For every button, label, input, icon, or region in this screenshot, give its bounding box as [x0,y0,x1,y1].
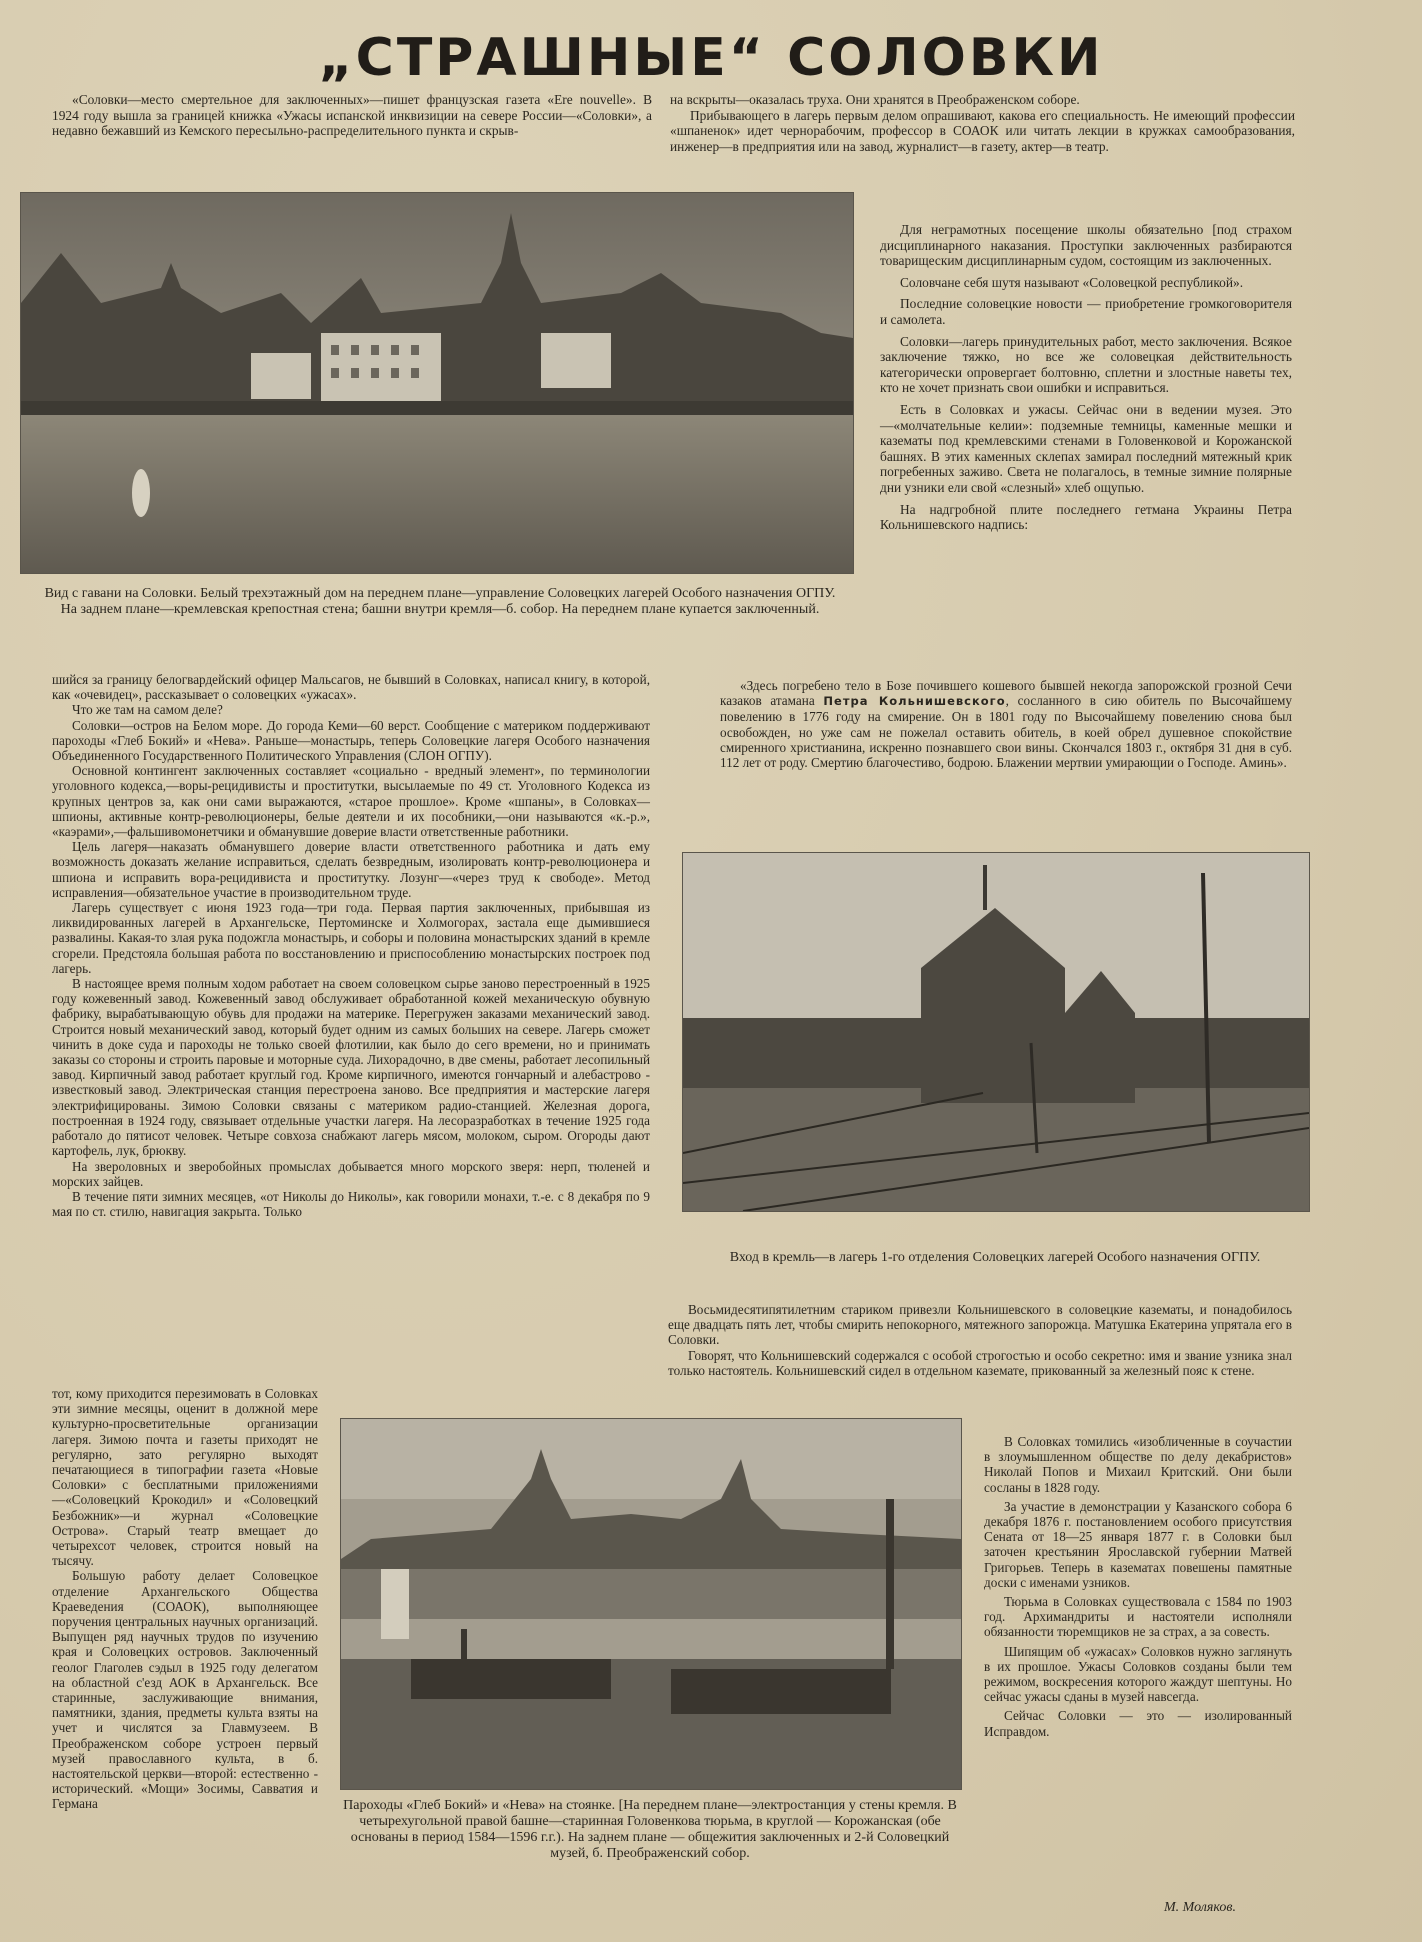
intro-paragraph: «Соловки—место смертельное для заключенных»—пишет французская газета «Ere nouvelle». В 1924 году вышла за границей книжка «Ужасы испанской инквизиции на севере России—«Соловки», а недавно бежавший из Кемского пересыльно-распределительного пункта и скрыв- [52,92,652,139]
intro-paragraph: на вскрыты—оказалась труха. Они хранятся в Преображенском соборе. [670,92,1080,107]
paragraph: Сейчас Соловки — это — изолированный Исправдом. [984,1708,1292,1739]
paragraph: Основной контингент заключенных составляет «социально - вредный элемент», по терминологии уголовного кодекса,—воры-рецидивисты и проститутки, высылаемые по 49 ст. Уголовного Кодекса из крупных центров за, как они сами выражаются, «старое прошлое». Кроме «шпаны», в Соловках—шпионы, активные контр-революционеры, белые деятели и их пособники,—они называются «к.-р.», «каэрами»,—фальшивомонетчики и обманувшие доверие власти ответственные работники. [52,763,650,840]
paragraph: В течение пяти зимних месяцев, «от Николы до Николы», как говорили монахи, т.-е. с 8 декабря по 9 мая по ст. стилю, навигация закрыта. Только [52,1188,650,1220]
epitaph-name: Петра Кольнишевского [823,694,1006,709]
intro-right [670,92,1295,154]
paragraph: На надгробной плите последнего гетмана Украины Петра Кольнишевского надпись: [880,501,1292,533]
paragraph: тот, кому приходится перезимовать в Соловках эти зимние месяцы, оценит в должной мере культурно-просветительные организации лагеря. Зимою почта и газеты приходят не регулярно, зато регулярно выходят печатающиеся в типографии газета «Новые Соловки» с бесплатными приложениями—«Соловецкий Крокодил» и «Соловецкий Безбожник»—и журнал «Соловецкие Острова». Старый театр вмещает до четырехсот человек, строится новый на тысячу. [52,1386,318,1569]
epitaph-before: «Здесь погребено тело в Бозе почившего кошевого бывшей некогда запорожской грозной Сечи казаков атамана [720,678,1292,709]
paragraph: Есть в Соловках и ужасы. Сейчас они в ведении музея. Это—«молчательные келии»: подземные темницы, каменные мешки и казематы под кремлевскими стенами в Головенковой и Корожанской башнях. В этих каменных склепах замирал последний мятежный крик погребенных заживо. Света не полагалось, в темные зимние полярные дни узники ели свой «слезный» хлеб ощупью. [880,401,1292,495]
headline: „СТРАШНЫЕ“ СОЛОВКИ [318,28,1104,88]
paragraph: Лагерь существует с июня 1923 года—три года. Первая партия заключенных, прибывшая из ликвидированных лагерей в Архангельске, Пертоминске и Холмогорах, застала еще дымившиеся развалины. Какая-то злая рука подожгла монастырь, и соборы и половина монастырских зданий в кремле сгорели. Предстояла большая работа по восстановлению и приспособлению монастырских построек под лагерь. [52,900,650,976]
left-column [52,672,650,1219]
right-column-top [880,222,1292,533]
kremlin-entrance-caption: Вход в кремль—в лагерь 1-го отделения Соловецких лагерей Особого назначения ОГПУ. [729,1250,1261,1265]
paragraph: Восьмидесятипятилетним стариком привезли Кольнишевского в соловецкие казематы, и понадобилось еще двадцать пять лет, чтобы смирить непокорного, мятежного запорожца. Матушка Екатерина упрятала его в Соловки. [668,1302,1292,1348]
paragraph: Соловки—остров на Белом море. До города Кеми—60 верст. Сообщение с материком поддерживают пароходы «Глеб Бокий» и «Нева». Раньше—монастырь, теперь Соловецкие лагеря Особого назначения Объединенного Государственного Политического Управления (СЛОН ОГПУ). [52,717,650,764]
intro-paragraph: Прибывающего в лагерь первым делом опрашивают, какова его специальность. Не имеющий профессии «шпаненок» идет чернорабочим, профессор в СОАОК или читать лекции в кружках самообразования, инженер—в предприятия или на завод, журналист—в газету, актер—в театр. [670,107,1295,154]
paragraph: В Соловках томились «изобличенные в соучастии в злоумышленном обществе по делу декабристов» Николай Попов и Михаил Критский. Они были сосланы в 1828 году. [984,1434,1292,1495]
paragraph: Для неграмотных посещение школы обязательно [под страхом дисциплинарного наказания. Проступки заключенных разбираются товарищеским дисциплинарным судом, состоящим из заключенных. [880,222,1292,269]
harbor-photo [20,192,854,574]
harbor-photo-caption: Вид с гавани на Соловки. Белый трехэтажный дом на переднем плане—управление Соловецких лагерей Особого назначения ОГПУ. На заднем плане—кремлевская крепостная стена; башни внутри кремля—б. собор. На переднем плане купается заключенный. [44,586,836,617]
paragraph: шийся за границу белогвардейский офицер Мальсагов, не бывший в Соловках, написал книгу, в которой, как «очевидец», рассказывает о соловецких «ужасах». [52,672,650,703]
paragraph: Что же там на самом деле? [72,702,223,718]
author-signature: М. Моляков. [1164,1900,1236,1915]
steamers-caption: Пароходы «Глеб Бокий» и «Нева» на стоянке. [На переднем плане—электростанция у стены кремля. В четырехугольной правой башне—старинная Головенкова тюрьма, в круглой — Корожанская (обе основаны в период 1584—1596 г.г.). На заднем плане — общежития заключенных и 2-й Соловецкий музей, б. Преображенский собор. [343,1798,957,1861]
paragraph: Говорят, что Кольнишевский содержался с особой строгостью и особо секретно: имя и звание узника знал только настоятель. Кольнишевский сидел в отдельном каземате, прикованный за железный пояс к стене. [668,1347,1292,1378]
paragraph: В настоящее время полным ходом работает на своем соловецком сырье заново перестроенный в 1925 году кожевенный завод. Кожевенный завод обслуживает обработанной кожей механическую обувную фабрику, вырабатывающую обувь для продажи на материке. Перегружен заказами механический завод. Строится новый механический завод, который будет одним из самых больших на севере. Лагерь сможет чинить в доке суда и пароходы не только своей флотилии, как было до сего времени, но и принимать заказы со стороны и строить паровые и моторные суда. Лихорадочно, в две смены, работает лесопильный завод. Кирпичный завод работает круглый год. Кроме кирпичного, имеются гончарный и алебастрово - известковый завод. Электрическая станция перестроена заново. Все предприятия и мастерские лагеря электрифицированы. Зимою Соловки связаны с материком радио-станцией. Железная дорога, построенная в 1924 году, связывает отдельные участки лагеря. На лесоразработках в течение 1925 года работало до пятисот человек. Четыре совхоза снабжают лагерь мясом, молоком, сыром. Огороды дают картофель, лук, брюкву. [52,976,650,1159]
epitaph [720,678,1292,770]
epitaph-after: , сосланного в сию обитель по Высочайшему повелению в 1776 году на смирение. Он в 1801 году по Высочайшему повелению снова был освобожден, но уже сам не пожелал оставить обитель, в коей обрел душевное спокойствие смиренного христианина, искренно познавшего свои вины. Скончался 1803 г., октября 31 дня в суб. 112 лет от роду. Смертию благочестиво, бодрою. Блажении мертвии умирающии о Господе. Аминь». [720,693,1292,771]
paragraph: Шипящим об «ужасах» Соловков нужно заглянуть в их прошлое. Ужасы Соловков созданы были тем режимом, воскресения которого жаждут шептуны. Но сейчас ужасы сданы в музей навсегда. [984,1643,1292,1705]
paragraph: За участие в демонстрации у Казанского собора 6 декабря 1876 г. постановлением особого присутствия Сената от 18—25 января 1877 г. в Соловки был заточен крестьянин Ярославской губернии Матвей Григорьев. Теперь в казематах повешены памятные доски с именами узников. [984,1498,1292,1590]
paragraph: Тюрьма в Соловках существовала с 1584 по 1903 год. Архимандриты и настоятели исполняли обязанности тюремщиков не за страх, а за совесть. [984,1594,1292,1640]
kremlin-entrance-photo [682,852,1310,1212]
steamers-photo [340,1418,962,1790]
lower-right-column [984,1434,1292,1739]
epitaph-text [720,678,1292,770]
paragraph: Соловчане себя шутя называют «Соловецкой республикой». [900,274,1244,290]
paragraph: Соловки—лагерь принудительных работ, место заключения. Всякое заключение тяжко, но все же соловецкая действительность категорически опровергает болтовню, сплетни и злостные наветы тех, кто не хочет признать свои ошибки и исправиться. [880,333,1292,396]
right-column-middle [668,1302,1292,1378]
intro-left [52,92,652,139]
paragraph: Большую работу делает Соловецкое отделение Архангельского Общества Краеведения (СОАОК), выполняющее поручения центральных научных организаций. Выпущен ряд научных трудов по изучению края и Соловецких островов. Заключенный геолог Глаголев сэдыл в 1925 году делегатом на областной с'езд АОК в Архангельск. Все старинные, заслуживающие внимания, памятники, здания, предметы культа взяты на учет и числятся за Главмузеем. В Преображенском соборе устроен первый музей православного культа, в б. настоятельской церкви—второй: естественно - исторический. «Мощи» Зосимы, Савватия и Германа [52,1568,318,1812]
paragraph: Цель лагеря—наказать обманувшего доверие власти ответственного работника и дать ему возможность доказать желание исправиться, сделать безвредным, изолировать контр-революционера и шпиона и исправить вора-рецидивиста и проститутку. Лозунг—«через труд к свободе». Метод исправления—обязательное участие в производительном труде. [52,839,650,900]
paragraph: На звероловных и зверобойных промыслах добывается много морского зверя: нерп, тюленей и морских зайцев. [52,1158,650,1189]
paragraph: Последние соловецкие новости — приобретение громкоговорителя и самолета. [880,296,1292,327]
lower-left-column [52,1386,318,1812]
